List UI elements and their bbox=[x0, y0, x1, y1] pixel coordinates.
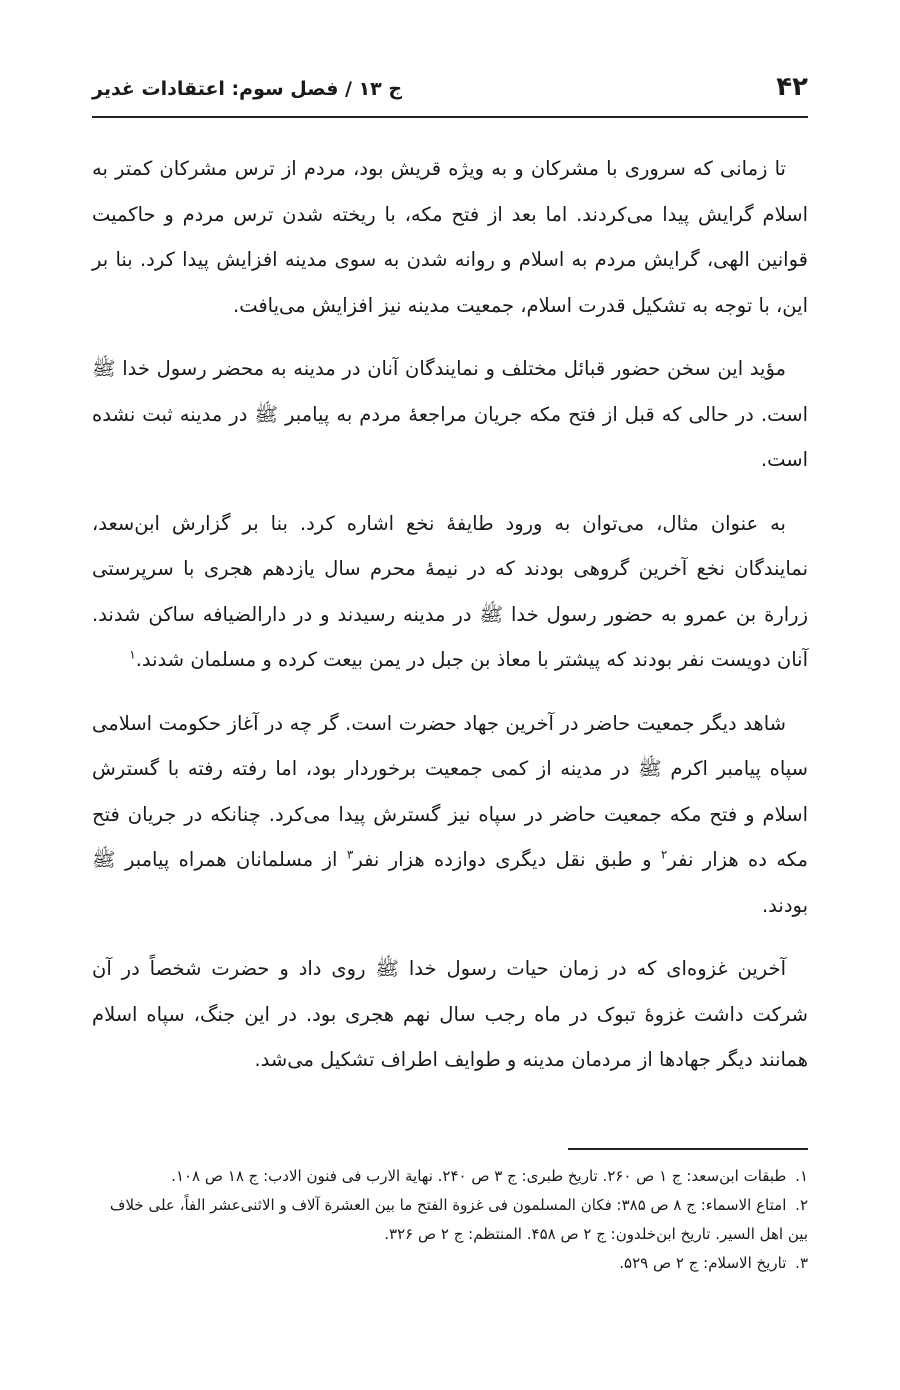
running-title: ج ۱۳ / فصل سوم: اعتقادات غدیر bbox=[92, 78, 403, 100]
footnotes bbox=[92, 1162, 808, 1278]
footnote-number: ۲. bbox=[795, 1196, 808, 1214]
footnote-2 bbox=[92, 1191, 808, 1249]
body-text bbox=[92, 146, 808, 1101]
footnote-number: ۳. bbox=[795, 1254, 808, 1272]
paragraph-text: تا زمانی که سروری با مشرکان و به ویژه قریش بود، مردم از ترس مشرکان کمتر به اسلام گرایش پیدا می‌کردند. اما بعد از فتح مکه، با ریخته شدن ترس مردم و حاکمیت قوانین الهی، گرایش مردم به اسلام و روانه شدن به سوی مدینه افزایش پیدا کرد. بنا بر این، با توجه به تشکیل قدرت اسلام، جمعیت مدینه نیز افزایش می‌یافت. bbox=[92, 157, 808, 317]
footnote-ref-1[interactable]: ۱ bbox=[129, 647, 136, 662]
paragraph-2 bbox=[92, 346, 808, 483]
paragraph-5 bbox=[92, 946, 808, 1083]
footnote-text: تاریخ الاسلام: ج ۲ ص ۵۲۹. bbox=[619, 1254, 787, 1272]
paragraph-4 bbox=[92, 701, 808, 929]
footnote-number: ۱. bbox=[795, 1167, 808, 1185]
paragraph-text: شاهد دیگر جمعیت حاضر در آخرین جهاد حضرت است. گر چه در آغاز حکومت اسلامی سپاه پیامبر اکرم ﷺ در مدینه از کمی جمعیت برخوردار بود، اما رفته رفته با گسترش اسلام و فتح مکه جمعیت حاضر در سپاه نیز گسترش پیدا می‌کرد. چنانکه در جریان فتح مکه ده هزار نفر bbox=[92, 711, 809, 871]
footnote-ref-2[interactable]: ۲ bbox=[660, 847, 668, 862]
paragraph-text: آخرین غزوه‌ای که در زمان حیات رسول خدا ﷺ روی داد و حضرت شخصاً در آن شرکت داشت غزوهٔ تبوک در ماه رجب سال نهم هجری بود. در این جنگ، سپاه اسلام همانند دیگر جهادها از مردمان مدینه و طوایف اطراف تشکیل می‌شد. bbox=[92, 957, 808, 1071]
paragraph-1 bbox=[92, 146, 808, 328]
page-header bbox=[92, 70, 808, 118]
paragraph-3 bbox=[92, 501, 808, 683]
footnote-1 bbox=[92, 1162, 808, 1191]
footnote-ref-3[interactable]: ۳ bbox=[346, 847, 354, 862]
footnote-divider bbox=[568, 1148, 808, 1150]
footnote-3 bbox=[92, 1249, 808, 1278]
paragraph-text: از مسلمانان همراه پیامبر ﷺ بودند. bbox=[92, 848, 808, 917]
paragraph-text: مؤید این سخن حضور قبائل مختلف و نمایندگان آنان در مدینه به محضر رسول خدا ﷺ است. در حالی که قبل از فتح مکه جریان مراجعهٔ مردم به پیامبر ﷺ در مدینه ثبت نشده است. bbox=[92, 357, 808, 471]
footnote-text: امتاع الاسماء: ج ۸ ص ۳۸۵: فکان المسلمون فی غزوة الفتح ما بین العشرة آلاف و الاثنی‌عشر الفاً، علی خلاف بین اهل السیر. تاریخ ابن‌خلدون: ج ۲ ص ۴۵۸. المنتظم: ج ۲ ص ۳۲۶. bbox=[109, 1196, 808, 1243]
page-number: ۴۲ bbox=[776, 72, 808, 102]
footnote-text: طبقات ابن‌سعد: ج ۱ ص ۲۶۰. تاریخ طبری: ج ۳ ص ۲۴۰. نهایة الارب فی فنون الادب: ج ۱۸ ص ۱۰۸. bbox=[171, 1167, 787, 1185]
paragraph-text: به عنوان مثال، می‌توان به ورود طایفهٔ نخع اشاره کرد. بنا بر گزارش ابن‌سعد، نمایندگان نخع آخرین گروهی بودند که در نیمهٔ محرم سال یازدهم هجری با سرپرستی زرارة بن عمرو به حضور رسول خدا ﷺ در مدینه رسیدند و در دارالضیافه ساکن شدند. آنان دویست نفر بودند که پیشتر با معاذ بن جبل در یمن بیعت کرده و مسلمان شدند. bbox=[92, 511, 808, 671]
paragraph-text: و طبق نقل دیگری دوازده هزار نفر bbox=[353, 848, 661, 871]
